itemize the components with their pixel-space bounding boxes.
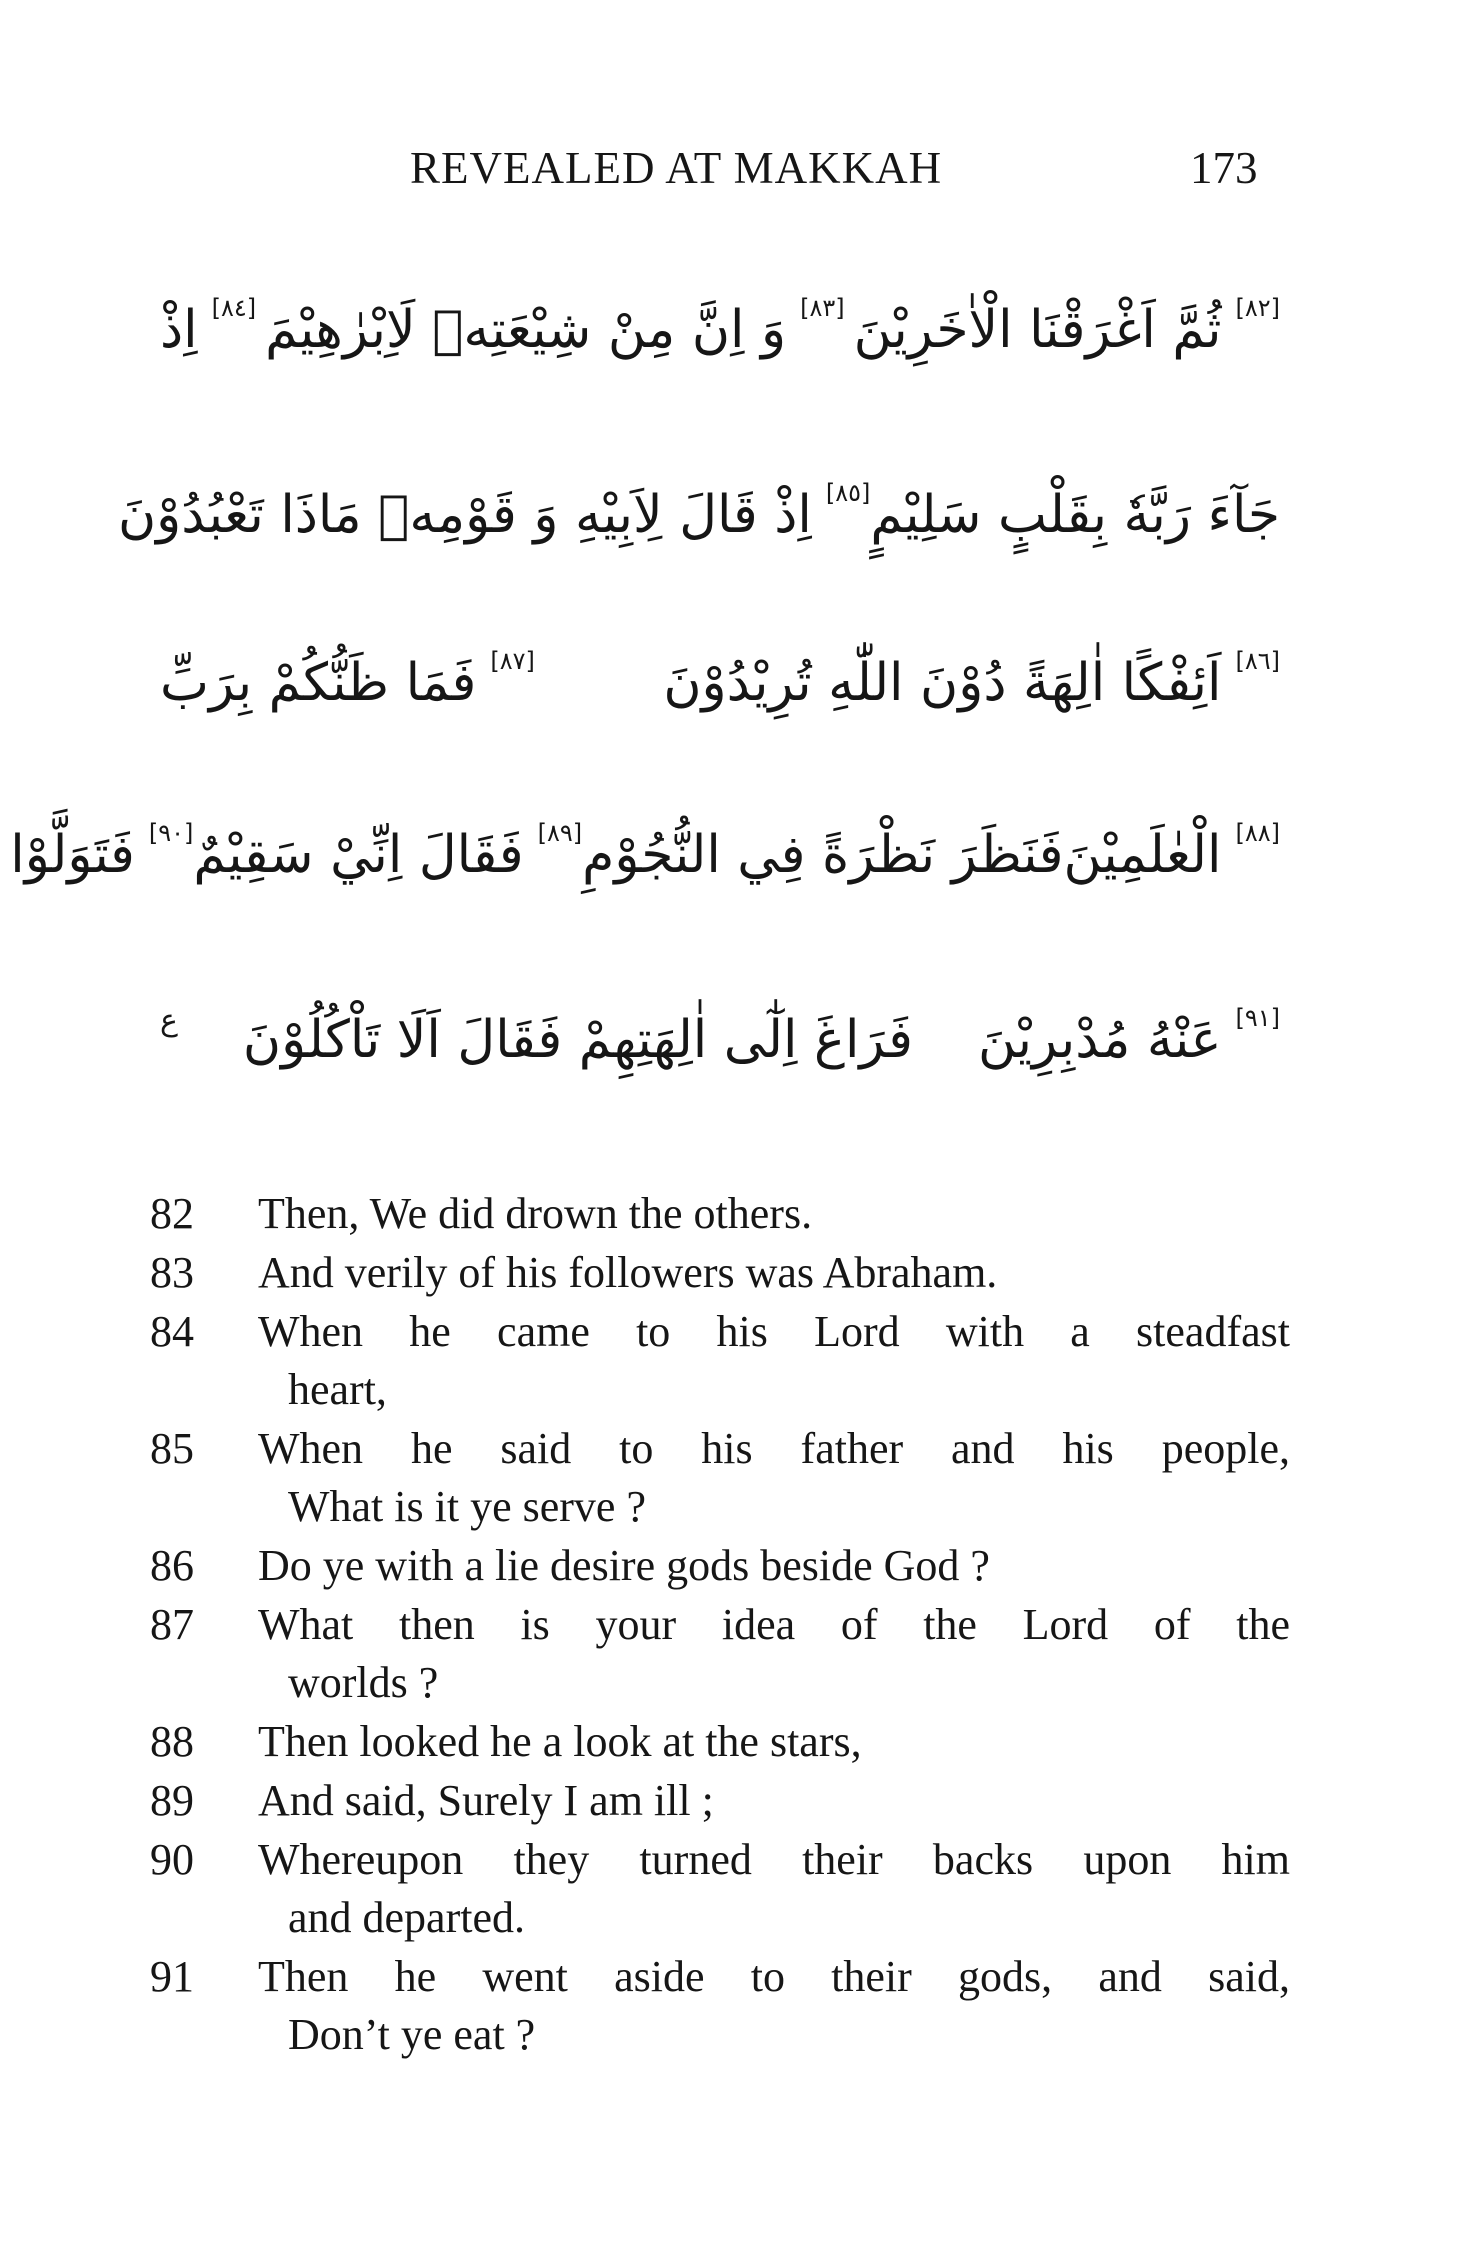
verse-line: Do ye with a lie desire gods beside God ? (258, 1541, 990, 1590)
translation-block (150, 1185, 1290, 2065)
verse-text (258, 1948, 1290, 2064)
verse-line: What then is your idea of the Lord of the (258, 1600, 1290, 1649)
arabic-line (160, 628, 1280, 738)
verse-number: 85 (150, 1424, 194, 1473)
arabic-line (160, 985, 1280, 1095)
verse-marker: [٨٧] (490, 647, 535, 675)
verse (150, 1948, 1290, 2064)
verse-text (258, 1537, 1290, 1595)
verse-line: When he came to his Lord with a steadfast (258, 1307, 1290, 1356)
arabic-segment (1063, 819, 1280, 885)
arabic-segment (582, 825, 1063, 885)
verse-line: And said, Surely I am ill ; (258, 1776, 714, 1825)
verse (150, 1185, 1290, 1243)
verse-text (258, 1713, 1290, 1771)
verse-marker: [٨٩] (537, 819, 583, 847)
running-header: REVEALED AT MAKKAH (410, 143, 943, 193)
verse-text (258, 1303, 1290, 1419)
verse-marker: [٩١] (1235, 1004, 1280, 1032)
arabic-segment (870, 485, 1280, 545)
verse-line: worlds ? (288, 1658, 439, 1707)
verse-number: 88 (150, 1717, 194, 1766)
arabic-verse-text: فَقَالَ اِنِّيْ سَقِيْمٌ (193, 825, 524, 885)
arabic-verse-text: الْعٰلَمِيْنَ (1063, 825, 1222, 885)
verse-text (258, 1772, 1290, 1830)
arabic-segment (160, 1002, 178, 1058)
verse-marker: [٨٣] (800, 294, 845, 322)
arabic-segment (10, 819, 194, 885)
verse-text (258, 1420, 1290, 1536)
verse-text (258, 1244, 1290, 1302)
verse-line: heart, (288, 1365, 387, 1414)
verse-text (258, 1185, 1290, 1243)
ruku-mark: ع (160, 1002, 178, 1038)
verse-line: Then he went aside to their gods, and said, (258, 1952, 1290, 2001)
arabic-verse-text: اَئِفْكًا اٰلِهَةً دُوْنَ اللّٰهِ تُرِيْدُوْنَ (663, 653, 1222, 713)
verse-line: Then looked he a look at the stars, (258, 1717, 862, 1766)
verse-number: 87 (150, 1600, 194, 1649)
arabic-segment (193, 819, 583, 885)
verse-number: 84 (150, 1307, 194, 1356)
verse (150, 1303, 1290, 1419)
verse-number: 82 (150, 1189, 194, 1238)
arabic-segment (243, 1010, 913, 1070)
arabic-verse-text: فَتَوَلَّوْا (10, 825, 135, 885)
verse (150, 1831, 1290, 1947)
arabic-segment (977, 1004, 1280, 1070)
verse-marker: [٩٠] (148, 819, 194, 847)
arabic-segment (117, 479, 871, 545)
verse (150, 1244, 1290, 1302)
verse-marker: [٨٨] (1235, 819, 1280, 847)
verse-line: Whereupon they turned their backs upon him (258, 1835, 1290, 1884)
arabic-segment (160, 647, 535, 713)
arabic-verse-text: عَنْهُ مُدْبِرِيْنَ (977, 1010, 1222, 1070)
arabic-verse-text: اِذْ (160, 300, 198, 360)
verse-line: Don’t ye eat ? (288, 2010, 536, 2059)
arabic-segment (265, 294, 845, 360)
arabic-segment (160, 294, 257, 360)
arabic-verse-text: ثُمَّ اَغْرَقْنَا الْاٰخَرِيْنَ (853, 300, 1222, 360)
arabic-verse-text: فَرَاغَ اِلٰٓى اٰلِهَتِهِمْ فَقَالَ اَلَا تَاْكُلُوْنَ (242, 1010, 913, 1070)
verse-line: When he said to his father and his people, (258, 1424, 1290, 1473)
arabic-verse-text: جَآءَ رَبَّهٗ بِقَلْبٍ سَلِيْمٍ (870, 485, 1280, 545)
arabic-verse-text: اِذْ قَالَ لِاَبِيْهِ وَ قَوْمِهٖ مَاذَا تَعْبُدُوْنَ (117, 485, 812, 545)
verse-marker: [٨٢] (1235, 294, 1280, 322)
verse-marker: [٨٥] (825, 479, 871, 507)
verse-line: and departed. (288, 1893, 525, 1942)
arabic-line (10, 800, 1280, 910)
verse-line: And verily of his followers was Abraham. (258, 1248, 998, 1297)
verse-number: 86 (150, 1541, 194, 1590)
arabic-verse-text: فَمَا ظَنُّكُمْ بِرَبِّ (160, 653, 477, 713)
arabic-verse-text: فَنَظَرَ نَظْرَةً فِي النُّجُوْمِ (582, 825, 1064, 885)
verse-number: 90 (150, 1835, 194, 1884)
verse-number: 91 (150, 1952, 194, 2001)
arabic-segment (663, 647, 1280, 713)
verse-marker: [٨٤] (211, 294, 257, 322)
page-number: 173 (1190, 143, 1258, 193)
arabic-verse-text: وَ اِنَّ مِنْ شِيْعَتِهٖ لَاِبْرٰهِيْمَ (265, 300, 787, 360)
verse (150, 1537, 1290, 1595)
verse-number: 83 (150, 1248, 194, 1297)
verse-line: Then, We did drown the others. (258, 1189, 813, 1238)
verse (150, 1713, 1290, 1771)
verse-text (258, 1831, 1290, 1947)
arabic-line (160, 275, 1280, 385)
arabic-line (117, 460, 1280, 570)
verse (150, 1596, 1290, 1712)
verse-line: What is it ye serve ? (288, 1482, 646, 1531)
verse-text (258, 1596, 1290, 1712)
verse (150, 1420, 1290, 1536)
verse-marker: [٨٦] (1235, 647, 1280, 675)
verse (150, 1772, 1290, 1830)
verse-number: 89 (150, 1776, 194, 1825)
arabic-segment (853, 294, 1280, 360)
